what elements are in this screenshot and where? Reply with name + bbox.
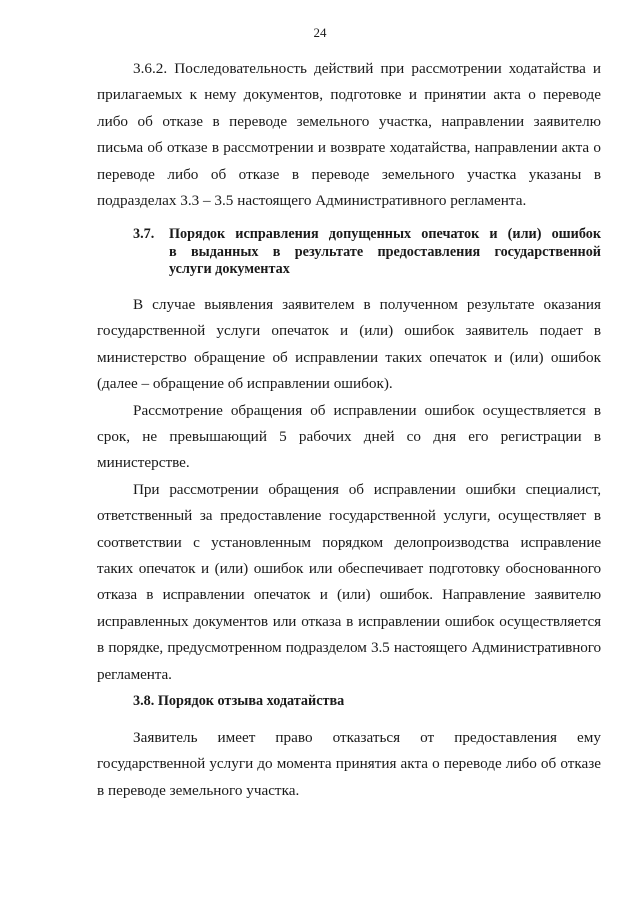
section-3-8-heading: 3.8. Порядок отзыва ходатайства: [133, 693, 345, 709]
paragraph-3-7-1: В случае выявления заявителем в полученном результате оказания государственной услуги опечаток и (или) ошибок заявитель подает в министерство обращение об исправлении таких опечаток и (или) ошибок (далее – обращение об исправлении ошибок).: [97, 296, 601, 393]
paragraph-3-7-2: Рассмотрение обращения об исправлении ошибок осуществляется в срок, не превышающий 5 рабочих дней со дня его регистрации в министерстве.: [97, 401, 601, 472]
section-3-7-body: [97, 292, 601, 688]
paragraph-3-7-3: При рассмотрении обращения об исправлении ошибки специалист, ответственный за предоставление государственной услуги, осуществляет в соответствии с установленным порядком делопроизводства исправление таких опечаток и (или) ошибок или обеспечивает подготовку обоснованного отказа в исправлении опечаток и (или) ошибок. Направление заявителю исправленных документов или отказа в исправлении ошибок осуществляется в порядке, предусмотренном подразделом 3.5 настоящего Административного регламента.: [97, 480, 601, 683]
section-3-6-2-paragraph: [97, 56, 601, 214]
section-3-7-number: 3.7.: [133, 226, 155, 242]
paragraph-3-8-1: Заявитель имеет право отказаться от предоставления ему государственной услуги до момента принятия акта о переводе либо об отказе в переводе земельного участка.: [97, 729, 601, 799]
section-3-7-title-line-1: Порядок исправления допущенных опечаток и (или) ошибок: [169, 226, 601, 242]
section-3-8-body: [97, 725, 601, 804]
section-3-7-title-line-3: услуги документах: [169, 261, 290, 277]
page-number: 24: [313, 25, 327, 40]
paragraph-3-6-2: 3.6.2. Последовательность действий при рассмотрении ходатайства и прилагаемых к нему документов, подготовке и принятии акта о переводе либо об отказе в переводе земельного участка, направлении заявителю письма об отказе в рассмотрении и возврате ходатайства, направлении акта о переводе либо об отказе в переводе земельного участка указаны в подразделах 3.3 – 3.5 настоящего Административного регламента.: [97, 60, 601, 210]
section-3-7-title: [169, 226, 601, 279]
section-3-7-title-line-2: в выданных в результате предоставления государственной: [169, 243, 601, 260]
